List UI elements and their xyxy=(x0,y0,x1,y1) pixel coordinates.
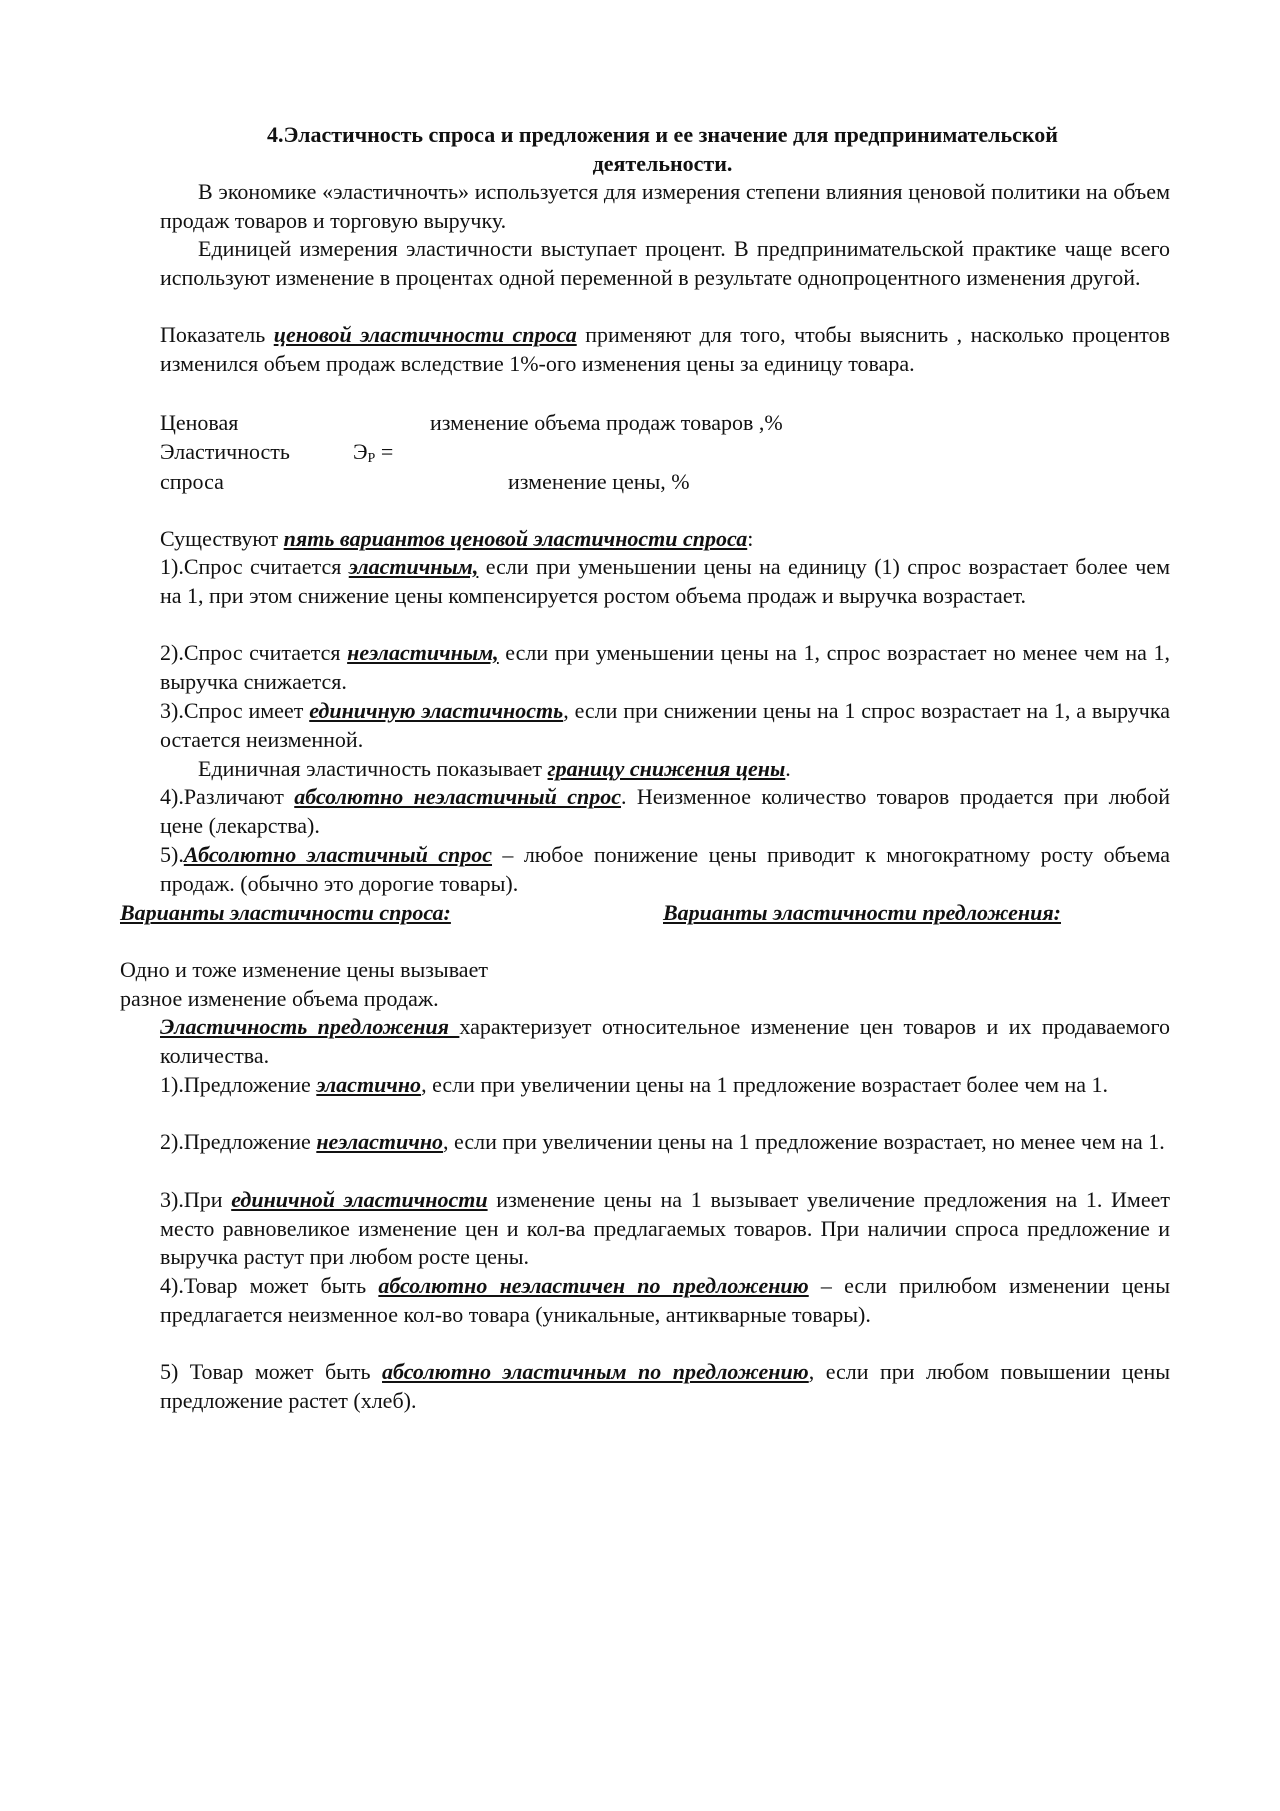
heading-supply-variants: Варианты эластичности предложения: xyxy=(663,900,1061,925)
heading-demand-variants: Варианты эластичности спроса: xyxy=(120,900,451,925)
indicator-paragraph xyxy=(160,321,1170,378)
formula-symbol-letter: Э xyxy=(353,439,368,464)
item-text-after: , если при увеличении цены на 1 предложение возрастает, но менее чем на 1. xyxy=(443,1129,1165,1154)
note-line-1: Одно и тоже изменение цены вызывает xyxy=(120,957,488,982)
indicator-text-after: применяют для того, чтобы выяснить , насколько процентов изменился объем продаж вследствие 1%-ого изменения цены за единицу товара. xyxy=(160,322,1170,376)
item-text-after: изменение цены на 1 вызывает увеличение предложения на 1. Имеет место равновеликое изменение цен и кол-ва предлагаемых товаров. При наличии спроса предложение и выручка растут при любом росте цены. xyxy=(160,1187,1170,1269)
item-text-after: . Неизменное количество товаров продается при любой цене (лекарства). xyxy=(160,784,1170,838)
supply-def-term: Эластичность предложения xyxy=(160,1014,460,1039)
supply-item-4 xyxy=(160,1272,1170,1329)
item-term: границу снижения цены xyxy=(547,756,786,781)
supply-item-3 xyxy=(160,1186,1170,1272)
item-term: абсолютно эластичным по предложению xyxy=(382,1359,809,1384)
item-term: единичную эластичность xyxy=(309,698,564,723)
demand-item-3 xyxy=(160,697,1170,754)
variants-intro-after: : xyxy=(747,526,754,551)
indicator-text-before: Показатель xyxy=(160,322,274,347)
item-text-after: , если при любом повышении цены предложение растет (хлеб). xyxy=(160,1359,1171,1413)
item-text-before: 1).Спрос считается xyxy=(160,554,349,579)
item-term: абсолютно неэластичный спрос xyxy=(294,784,622,809)
formula-subscript: Р xyxy=(367,451,376,466)
supply-def-after: характеризует относительное изменение цен товаров и их продаваемого количества. xyxy=(160,1014,1171,1068)
title-line-1: 4.Эластичность спроса и предложения и ее значение для предпринимательской xyxy=(267,122,1058,147)
document-title xyxy=(150,120,1175,178)
formula-symbol xyxy=(353,438,393,473)
item-text-after: , если при снижении цены на 1 спрос возрастает на 1, а выручка остается неизменной. xyxy=(160,698,1170,752)
demand-item-2 xyxy=(160,639,1170,696)
supply-item-5 xyxy=(160,1358,1170,1415)
item-text-before: 3).При xyxy=(160,1187,232,1212)
supply-item-2 xyxy=(160,1128,1170,1157)
item-text-after: – любое понижение цены приводит к многократному росту объема продаж. (обычно это дорогие товары). xyxy=(160,842,1170,896)
formula-label-3: спроса xyxy=(160,469,224,494)
item-term: единичной эластичности xyxy=(231,1187,488,1212)
item-text-after: – если прилюбом изменении цены предлагается неизменное кол-во товара (уникальные, антикварные товары). xyxy=(160,1273,1170,1327)
item-text-after: , если при увеличении цены на 1 предложение возрастает более чем на 1. xyxy=(421,1072,1109,1097)
variants-intro-term: пять вариантов ценовой эластичности спроса xyxy=(283,526,748,551)
demand-item-4 xyxy=(160,783,1170,840)
item-text-before: 2).Предложение xyxy=(160,1129,317,1154)
demand-item-1 xyxy=(160,553,1170,610)
demand-note-unit xyxy=(160,755,1170,784)
supply-item-1 xyxy=(160,1071,1170,1100)
item-term: эластично xyxy=(316,1072,422,1097)
item-text-before: Единичная эластичность показывает xyxy=(198,756,548,781)
formula-equals: = xyxy=(375,439,394,464)
item-text-before: 5) Товар может быть xyxy=(160,1359,383,1384)
item-text-before: 5). xyxy=(160,842,184,867)
item-text-after: если при уменьшении цены на единицу (1) спрос возрастает более чем на 1, при этом снижение цены компенсируется ростом объема продаж и выручка возрастает. xyxy=(160,554,1170,608)
item-term: Абсолютно эластичный спрос xyxy=(183,842,493,867)
intro-paragraph: В экономике «эластичночть» используется для измерения степени влияния ценовой политики на объем продаж товаров и торговую выручку. xyxy=(160,179,1170,233)
unit-paragraph: Единицей измерения эластичности выступает процент. В предпринимательской практике чаще всего используют изменение в процентах одной переменной в результате однопроцентного изменения другой. xyxy=(160,236,1170,290)
item-text-after: . xyxy=(785,756,791,781)
item-term: неэластичным, xyxy=(347,640,499,665)
item-text-before: 2).Спрос считается xyxy=(160,640,348,665)
supply-definition xyxy=(160,1013,1170,1070)
item-text-before: 1).Предложение xyxy=(160,1072,317,1097)
formula-label-1: Ценовая xyxy=(160,410,239,435)
item-term: неэластично xyxy=(316,1129,444,1154)
item-text-before: 3).Спрос имеет xyxy=(160,698,310,723)
item-text-after: если при уменьшении цены на 1, спрос возрастает но менее чем на 1, выручка снижается. xyxy=(160,640,1171,694)
variants-intro-before: Существуют xyxy=(160,526,284,551)
note-line-2: разное изменение объема продаж. xyxy=(120,986,439,1011)
item-text-before: 4).Товар может быть xyxy=(160,1273,379,1298)
indicator-term: ценовой эластичности спроса xyxy=(273,322,577,347)
demand-item-5 xyxy=(160,841,1170,898)
item-text-before: 4).Различают xyxy=(160,784,295,809)
item-term: абсолютно неэластичен по предложению xyxy=(378,1273,809,1298)
item-term: эластичным, xyxy=(348,554,479,579)
variants-intro xyxy=(160,525,1170,554)
formula-numerator: изменение объема продаж товаров ,% xyxy=(430,410,783,435)
formula-denominator: изменение цены, % xyxy=(508,469,690,494)
title-line-2: деятельности. xyxy=(592,151,733,176)
formula-label-2: Эластичность xyxy=(160,439,290,464)
